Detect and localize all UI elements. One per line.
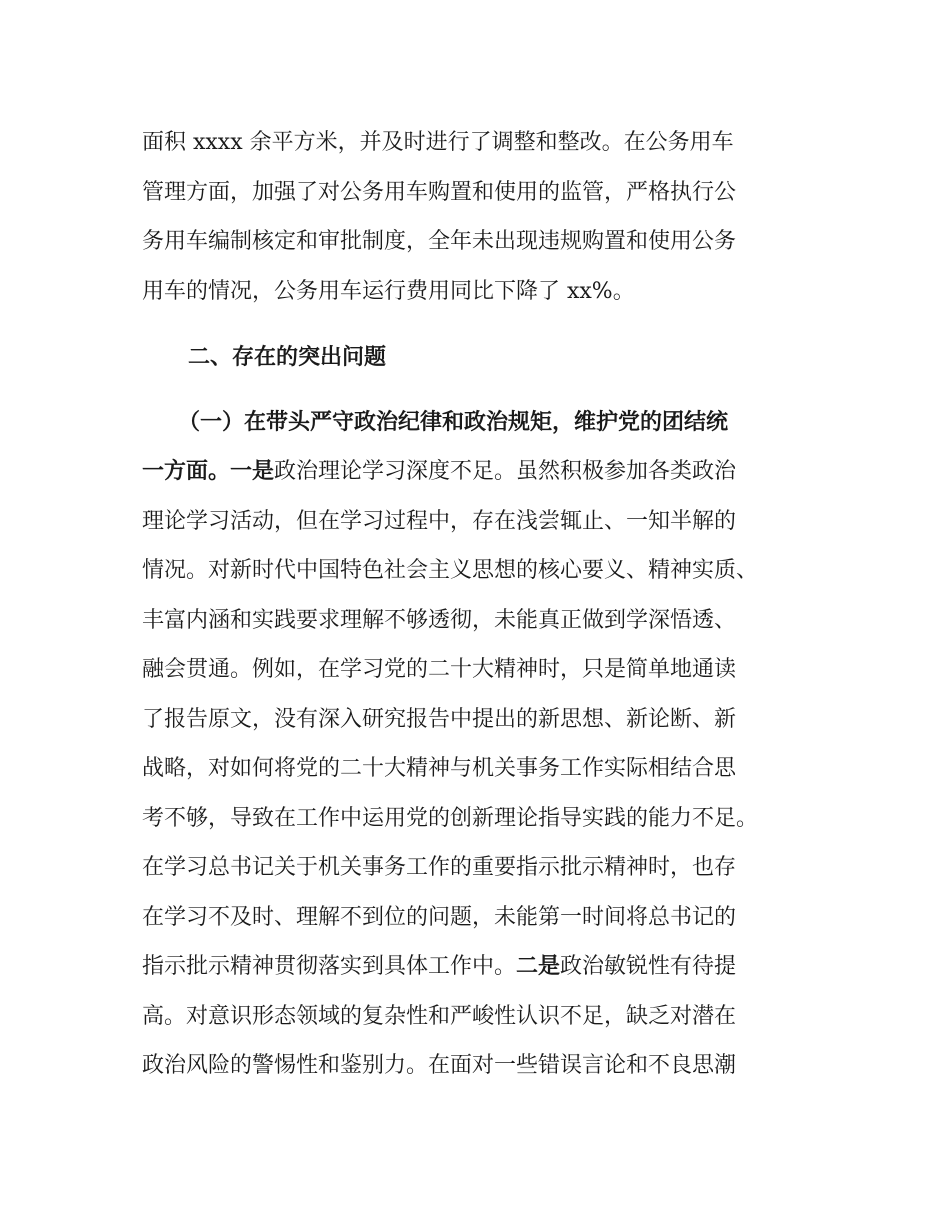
paragraph-line: 管理方面，加强了对公务用车购置和使用的监管，严格执行公 (142, 180, 737, 205)
paragraph-line: 了报告原文，没有深入研究报告中提出的新思想、新论断、新 (142, 707, 737, 732)
paragraph-line: 用车的情况，公务用车运行费用同比下降了 xx%。 (142, 279, 635, 304)
paragraph-line: 务用车编制核定和审批制度，全年未出现违规购置和使用公务 (142, 229, 737, 254)
paragraph-line: 政治风险的警惕性和鉴别力。在面对一些错误言论和不良思潮 (142, 1053, 737, 1078)
paragraph-text: 政治敏锐性有待提 (560, 954, 737, 979)
paragraph-line (142, 452, 736, 492)
paragraph-text: 政治理论学习深度不足。虽然积极参加各类政治 (274, 459, 737, 484)
paragraph-line: 融会贯通。例如，在学习党的二十大精神时，只是简单地通读 (142, 657, 737, 682)
point-marker-two: 二是 (516, 954, 561, 979)
paragraph-line: 理论学习活动，但在学习过程中，存在浅尝辄止、一知半解的 (142, 509, 737, 534)
point-marker-one: 一是 (230, 459, 275, 484)
paragraph-line: 在学习总书记关于机关事务工作的重要指示批示精神时，也存 (142, 855, 737, 880)
subsection-heading-end: 一方面。 (142, 459, 231, 484)
paragraph-line: 在学习不及时、理解不到位的问题，未能第一时间将总书记的 (142, 905, 737, 930)
subsection-heading: （一）在带头严守政治纪律和政治规矩，维护党的团结统 (178, 410, 729, 435)
paragraph-line: 战略，对如何将党的二十大精神与机关事务工作实际相结合思 (142, 756, 737, 781)
paragraph-text: 指示批示精神贯彻落实到具体工作中。 (142, 954, 517, 979)
section-heading: 二、存在的突出问题 (188, 345, 387, 370)
paragraph-line: 丰富内涵和实践要求理解不够透彻，未能真正做到学深悟透、 (142, 608, 737, 633)
paragraph-line: 面积 xxxx 余平方米，并及时进行了调整和整改。在公务用车 (142, 130, 734, 155)
paragraph-line: 考不够，导致在工作中运用党的创新理论指导实践的能力不足。 (142, 806, 759, 831)
paragraph-line: 高。对意识形态领域的复杂性和严峻性认识不足，缺乏对潜在 (142, 1004, 737, 1029)
paragraph-line (142, 947, 736, 987)
paragraph-line: 情况。对新时代中国特色社会主义思想的核心要义、精神实质、 (142, 558, 759, 583)
